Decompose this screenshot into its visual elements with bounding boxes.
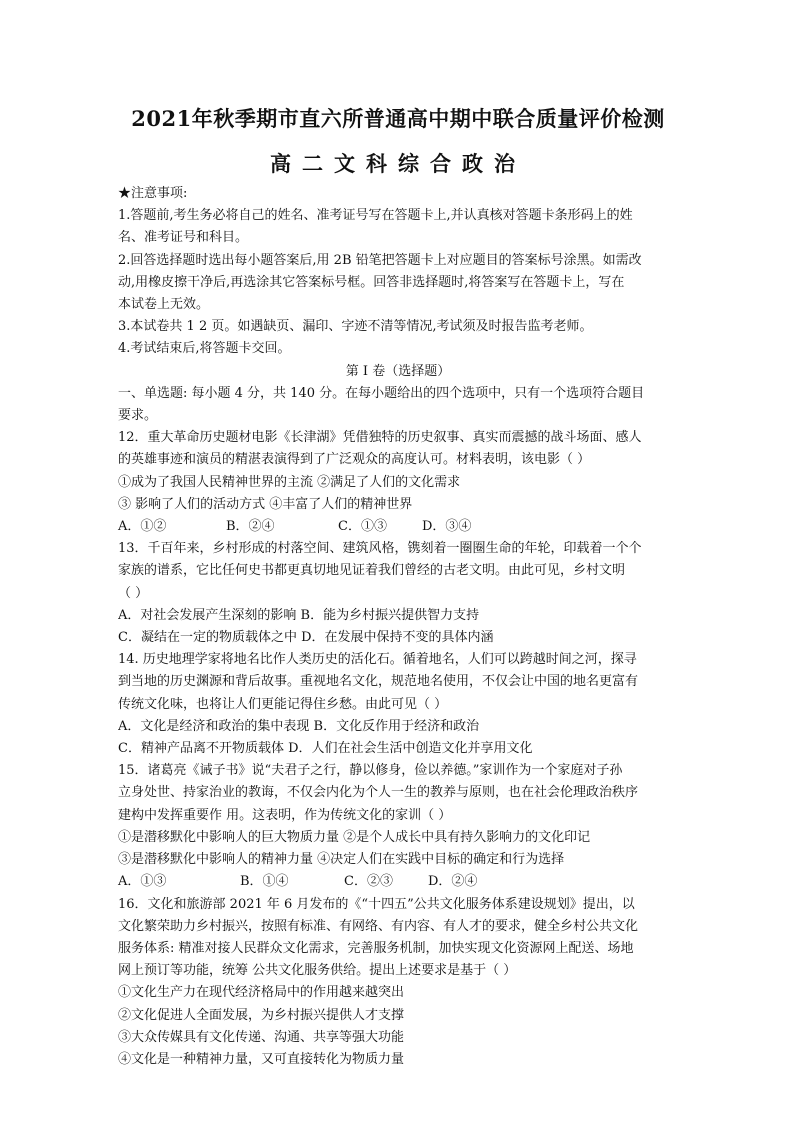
section-title: 第 I 卷（选择题） [345, 363, 451, 379]
question-14-stem: 14. 历史地理学家将地名比作人类历史的活化石。循着地名，人们可以跨越时间之河，探寻 [118, 652, 637, 668]
notice-heading: ★注意事项: [118, 186, 188, 201]
choice-d[interactable]: D．③④ [422, 519, 472, 535]
question-16-item: ③大众传媒具有文化传递、沟通、共享等强大功能 [118, 1029, 405, 1045]
question-16-stem: 16．文化和旅游部 2021 年 6 月发布的《“十四五”公共文化服务体系建设规划》提出，以 [118, 896, 635, 912]
question-12-stem: 12．重大革命历史题材电影《长津湖》凭借独特的历史叙事、真实而震撼的战斗场面、感人 [118, 430, 642, 446]
choice-c[interactable]: C．②③ [344, 874, 393, 890]
question-14-option[interactable]: C．精神产品离不开物质载体 D．人们在社会生活中创造文化并享用文化 [118, 741, 533, 757]
question-16-stem: 服务体系: 精准对接人民群众文化需求，完善服务机制，加快实现文化资源网上配送、场地 [118, 940, 634, 956]
question-14-option[interactable]: A．文化是经济和政治的集中表现 B．文化反作用于经济和政治 [118, 718, 480, 734]
notice-line: 动,用橡皮擦干净后,再选涂其它答案标号框。回答非选择题时,将答案写在答题卡上，写在 [118, 274, 625, 290]
question-15-item: ①是潜移默化中影响人的巨大物质力量 ②是个人成长中具有持久影响力的文化印记 [118, 829, 591, 845]
choice-a[interactable]: A．①③ [118, 874, 167, 890]
notice-line: 2.回答选择题时选出每小题答案后,用 2B 铅笔把答题卡上对应题目的答案标号涂黑。如需改 [118, 252, 642, 268]
question-15-stem: 建构中发挥重要作 用。这表明，作为传统文化的家训（ ） [118, 807, 452, 823]
question-16-stem: 文化繁荣助力乡村振兴，按照有标准、有网络、有内容、有人才的要求，健全乡村公共文化 [118, 918, 639, 934]
question-13-option[interactable]: A．对社会发展产生深刻的影响 B．能为乡村振兴提供智力支持 [118, 607, 480, 623]
section-intro: 要求。 [118, 408, 158, 424]
exam-body [118, 183, 678, 1071]
choice-b[interactable]: B．②④ [226, 519, 275, 535]
section-intro: 一、单选题: 每小题 4 分，共 140 分。在每小题给出的四个选项中，只有一个选项符合题目 [118, 385, 645, 401]
question-13-stem: （ ） [118, 585, 149, 601]
question-14-stem: 传统文化味，也将让人们更能记得住乡愁。由此可见（ ） [118, 696, 448, 712]
question-13-option[interactable]: C．凝结在一定的物质载体之中 D．在发展中保持不变的具体内涵 [118, 630, 494, 646]
question-15-stem: 立身处世、持家治业的教诲，不仅会内化为个人一生的教养与原则，也在社会伦理政治秩序 [118, 785, 639, 801]
notice-line: 本试卷上无效。 [118, 297, 210, 313]
question-12-choices [118, 516, 678, 538]
notice-line: 3.本试卷共 1 2 页。如遇缺页、漏印、字迹不清等情况,考试须及时报告监考老师。 [118, 319, 593, 335]
notice-line: 名、准考证号和科目。 [118, 230, 249, 246]
question-12-item: ③ 影响了人们的活动方式 ④丰富了人们的精神世界 [118, 496, 413, 512]
question-15-stem: 15．诸葛亮《诫子书》说“夫君子之行，静以修身，俭以养德。”家训作为一个家庭对子孙 [118, 763, 623, 779]
question-13-stem: 家族的谱系，它比任何史书都更真切地见证着我们曾经的古老文明。由此可见，乡村文明 [118, 563, 626, 579]
question-16-item: ①文化生产力在现代经济格局中的作用越来越突出 [118, 985, 405, 1001]
question-13-stem: 13．千百年来，乡村形成的村落空间、建筑风格，镌刻着一圈圈生命的年轮，印载着一个个 [118, 541, 642, 557]
question-12-stem: 的英雄事迹和演员的精湛表演得到了广泛观众的高度认可。材料表明，该电影（ ） [118, 452, 591, 468]
question-16-stem: 网上预订等功能，统筹 公共文化服务供给。提出上述要求是基于（ ） [118, 963, 517, 979]
choice-a[interactable]: A．①② [118, 519, 167, 535]
question-16-item: ②文化促进人全面发展，为乡村振兴提供人才支撑 [118, 1007, 405, 1023]
question-16-item: ④文化是一种精神力量，又可直接转化为物质力量 [118, 1051, 405, 1067]
notice-line: 1.答题前,考生务必将自己的姓名、准考证号写在答题卡上,并认真核对答题卡条形码上的姓 [118, 208, 633, 224]
choice-d[interactable]: D．②④ [428, 874, 478, 890]
choice-b[interactable]: B．①④ [240, 874, 289, 890]
question-15-choices [118, 871, 678, 893]
exam-title: 2021年秋季期市直六所普通高中期中联合质量评价检测 [131, 106, 665, 131]
exam-subtitle: 高二文科综合政治 [270, 151, 526, 176]
question-15-item: ③是潜移默化中影响人的精神力量 ④决定人们在实践中目标的确定和行为选择 [118, 852, 565, 868]
question-12-item: ①成为了我国人民精神世界的主流 ②满足了人们的文化需求 [118, 474, 461, 490]
notice-line: 4.考试结束后,将答题卡交回。 [118, 341, 291, 357]
choice-c[interactable]: C．①③ [338, 519, 387, 535]
question-14-stem: 到当地的历史渊源和背后故事。重视地名文化，规范地名使用，不仅会让中国的地名更富有 [118, 674, 639, 690]
